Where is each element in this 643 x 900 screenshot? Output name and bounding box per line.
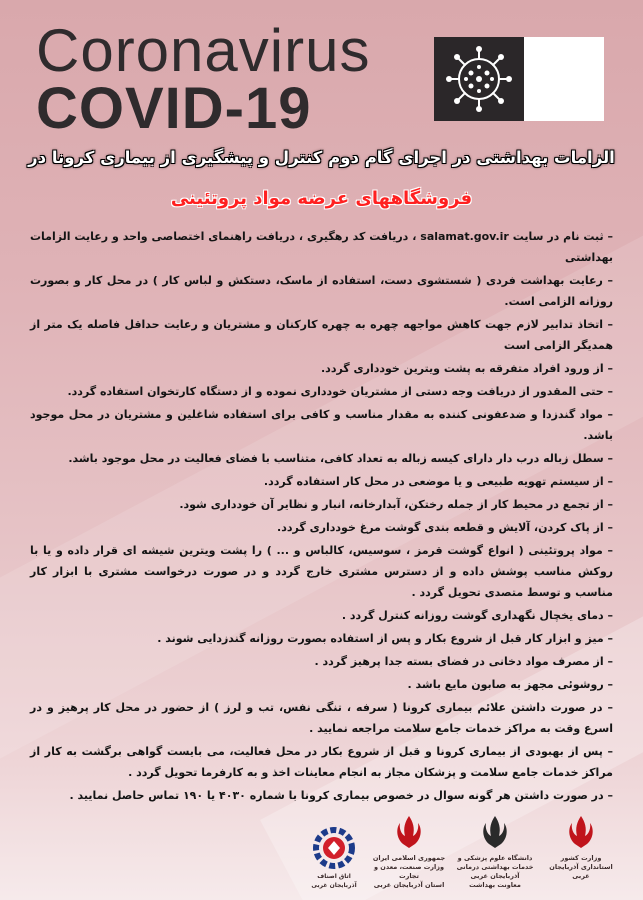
list-item: – از پاک کردن، آلایش و قطعه بندی گوشت مرغ خودداری گردد. [277, 521, 613, 534]
logo-chamber-of-guilds [306, 826, 362, 890]
chamber-of-guilds-icon [312, 826, 356, 870]
list-item: – حتی المقدور از دریافت وجه دستی از مشتریان خودداری نموده و از دستگاه کارتخوان استفاده گردد. [67, 385, 613, 398]
logo-university-text: دانشگاه علوم پزشکی و خدمات بهداشتی درمانی آذربایجان غربی معاونت بهداشت [456, 854, 534, 889]
list-item: – از مصرف مواد دخانی در فضای بسته جدا پرهیز گردد . [314, 655, 613, 668]
list-item: – میز و ابزار کار قبل از شروع بکار و پس از استفاده بصورت روزانه گندزدایی شوند . [157, 632, 613, 645]
list-item: – پس از بهبودی از بیماری کرونا و قبل از شروع بکار در محل فعالیت، می بایست گواهی برگشت به کار از مراکز خدمات جامع سلامت و پزشکان مجاز به انجام معاینات اخذ و به کارفرما تحویل گردد . [30, 745, 613, 779]
list-item: – در صورت داشتن علائم بیماری کرونا ( سرفه ، تنگی نفس، تب و لرز ) از حضور در محل کار پرهیز و در اسرع وقت به مراکز خدمات جامع سلامت مراجعه نمایید . [30, 701, 613, 735]
iran-emblem-icon [563, 812, 599, 852]
list-item: – از سیستم تهویه طبیعی و یا موضعی در محل کار استفاده گردد. [263, 475, 613, 488]
list-item: – رعایت بهداشت فردی ( شستشوی دست، استفاده از ماسک، دستکش و لباس کار ) در محل کار و بصورت روزانه الزامی است. [30, 274, 613, 308]
logo-university [456, 812, 534, 890]
requirements-list [30, 226, 613, 808]
list-item: – روشوئی مجهز به صابون مایع باشد . [407, 678, 613, 691]
logo-ministry [370, 812, 448, 890]
coronavirus-icon [434, 37, 524, 121]
iran-emblem-icon [391, 812, 427, 852]
list-item: – مواد پروتئینی ( انواع گوشت قرمز ، سوسیس، کالباس و ... ) را پشت ویترین شیشه ای قرار داده و یا با روکش مناسب پوشش داده و از دسترس مشتری خارج گردد و در صورت درخواست مشتری با ابزار کار مناسب و توسط متصدی تحویل گردد . [30, 544, 613, 599]
list-item: – در صورت داشتن هر گونه سوال در خصوص بیماری کرونا با شماره ۴۰۳۰ یا ۱۹۰ تماس حاصل نمایید . [69, 789, 613, 802]
title-covid19: COVID-19 [36, 76, 312, 141]
list-item: – سطل زباله درب دار دارای کیسه زباله به تعداد کافی، متناسب با فضای فعالیت در محل موجود باشد. [68, 452, 613, 465]
headline-sub: فروشگاههای عرضه مواد پروتئینی [170, 188, 473, 209]
iran-emblem-icon [477, 812, 513, 852]
list-item: – ثبت نام در سایت salamat.gov.ir ، دریافت کد رهگیری ، دریافت راهنمای اختصاصی واحد و رعایت الزامات بهداشتی [30, 230, 614, 264]
title-coronavirus: Coronavirus [36, 17, 371, 84]
headline-main: الزامات بهداشتی در اجرای گام دوم کنترل و پیشگیری از بیماری کرونا در [28, 148, 615, 167]
list-item: – اتخاذ تدابیر لازم جهت کاهش مواجهه چهره به چهره کارکنان و مشتریان و رعایت حداقل فاصله یک متر از همدیگر الزامی است [30, 318, 613, 352]
blank-panel [524, 37, 604, 121]
logo-ostandari-text: وزارت کشور استانداری آذربایجان غربی [549, 854, 613, 880]
list-item: – دمای یخچال نگهداری گوشت روزانه کنترل گردد . [341, 609, 613, 622]
logo-ostandari [542, 812, 620, 881]
logo-chamber-text: اتاق اصناف آذربایجان غربی [311, 873, 357, 889]
logos-row [370, 812, 620, 892]
list-item: – از تجمع در محیط کار از جمله رختکن، آبدارخانه، انبار و نظایر آن خودداری شود. [179, 498, 613, 511]
list-item: – از ورود افراد متفرقه به پشت ویترین خودداری گردد. [321, 362, 613, 375]
logo-ministry-text: جمهوری اسلامی ایران وزارت صنعت، معدن و تجارت استان آذربایجان غربی [372, 854, 446, 889]
list-item: – مواد گندزدا و ضدعفونی کننده به مقدار مناسب و کافی برای استفاده شاغلین و مشتریان در محل موجود باشد. [30, 408, 613, 442]
